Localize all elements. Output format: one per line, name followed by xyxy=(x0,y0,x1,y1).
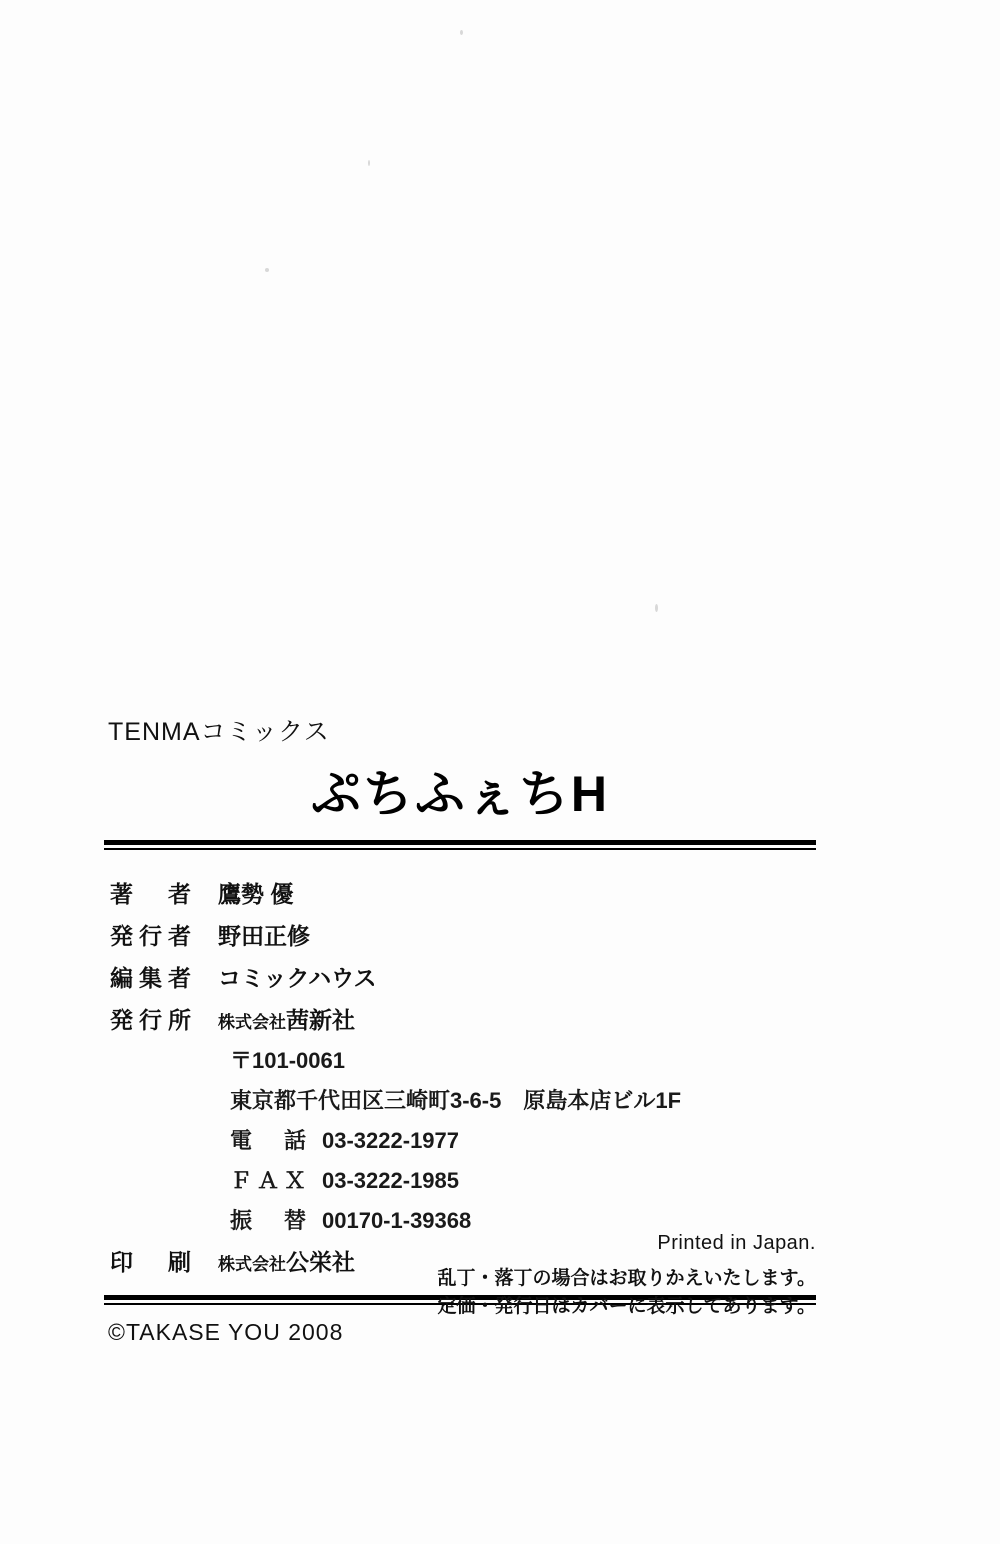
paper-speck xyxy=(368,160,370,166)
phone-label: 電 話 xyxy=(230,1128,312,1153)
notice-line-2: 定価・発行日はカバーに表示してあります。 xyxy=(437,1295,816,1317)
page-title: ぷちふぇちH xyxy=(310,766,610,822)
credit-label: 編集者 xyxy=(110,965,197,991)
credit-row-publisher-person xyxy=(110,918,816,951)
printed-in-japan: Printed in Japan. xyxy=(657,1232,816,1254)
credit-label: 著 者 xyxy=(110,881,197,907)
credit-row-editor xyxy=(110,960,816,993)
credit-label: 発行者 xyxy=(110,923,197,949)
credit-row-author xyxy=(110,876,816,909)
publisher-company-name: 茜新社 xyxy=(286,1007,355,1033)
furikae-label: 振 替 xyxy=(230,1208,312,1233)
printing-label: 印 刷 xyxy=(110,1249,197,1275)
publisher-phone-row xyxy=(110,1124,816,1155)
publisher-furikae-row xyxy=(110,1204,816,1235)
series-label: TENMAコミックス xyxy=(108,718,330,746)
copyright-line: ©TAKASE YOU 2008 xyxy=(108,1319,344,1345)
printing-value xyxy=(218,1244,355,1277)
colophon-block xyxy=(104,712,816,1346)
credit-value: 野田正修 xyxy=(218,923,310,949)
notice-line-1: 乱丁・落丁の場合はお取りかえいたします。 xyxy=(437,1268,816,1289)
footer-notices xyxy=(356,1232,816,1320)
credit-value: コミックハウス xyxy=(218,965,377,991)
fax-value: 03-3222-1985 xyxy=(322,1168,460,1193)
printing-company-name: 公栄社 xyxy=(286,1249,355,1275)
publisher-address: 東京都千代田区三崎町3-6-5 原島本店ビル1F xyxy=(230,1088,682,1113)
paper-speck xyxy=(265,268,269,272)
publisher-fax-row xyxy=(110,1164,816,1195)
furikae-value: 00170-1-39368 xyxy=(322,1208,472,1233)
credits-list xyxy=(104,876,816,1277)
paper-speck xyxy=(655,604,658,612)
credit-value-publisher xyxy=(218,1002,355,1035)
publisher-zip: 〒101-0061 xyxy=(230,1048,345,1073)
paper-speck xyxy=(460,30,463,35)
divider-top-thick xyxy=(104,840,816,845)
fax-label: ＦＡＸ xyxy=(230,1168,312,1193)
credit-value: 鷹勢 優 xyxy=(218,881,294,907)
printing-company-prefix: 株式会社 xyxy=(218,1255,286,1274)
phone-value: 03-3222-1977 xyxy=(322,1128,460,1153)
publisher-company-prefix: 株式会社 xyxy=(218,1013,286,1032)
credit-row-publishing-house xyxy=(110,1002,816,1035)
divider-top-thin xyxy=(104,848,816,850)
credit-label: 発行所 xyxy=(110,1007,197,1033)
